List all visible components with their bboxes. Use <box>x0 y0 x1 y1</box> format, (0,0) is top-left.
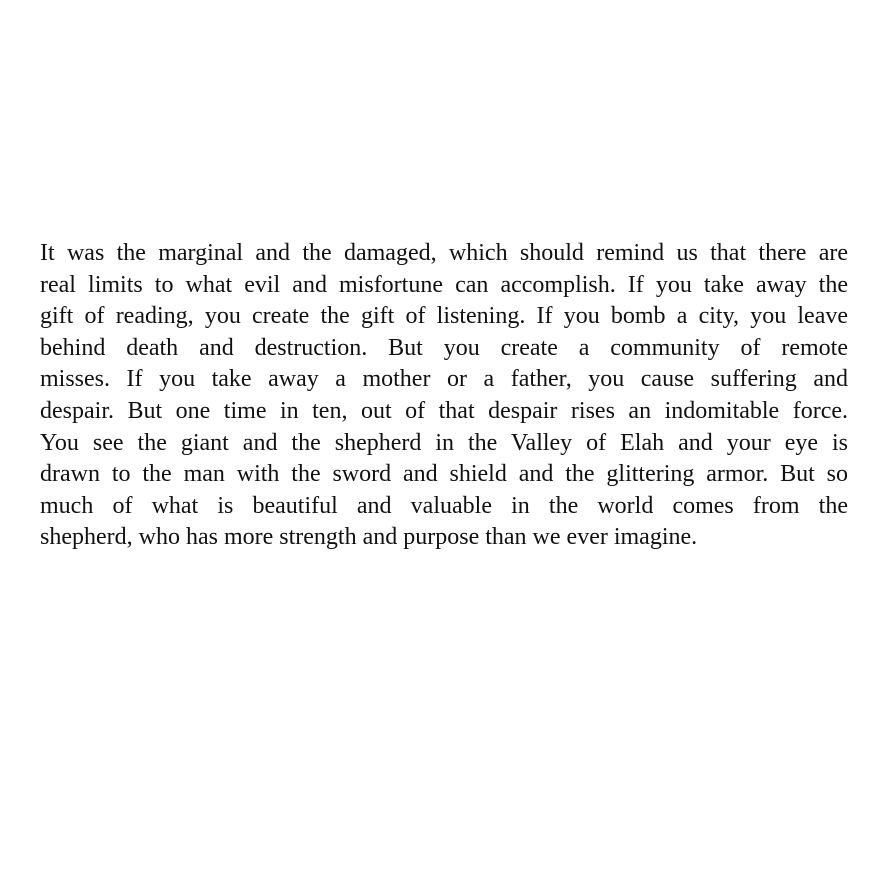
text-line-9: much of what is beautiful and valuable in the world comes from the <box>40 492 848 519</box>
text-line-2: real limits to what evil and misfortune can accomplish. If you take away the <box>40 271 848 298</box>
text-line-7: You see the giant and the shepherd in the Valley of Elah and your eye is <box>40 429 848 456</box>
text-line-1: It was the marginal and the damaged, which should remind us that there are <box>40 240 848 266</box>
text-line-8: drawn to the man with the sword and shield and the glittering armor. But so <box>40 461 848 488</box>
passage-text <box>40 238 848 554</box>
text-line-3: gift of reading, you create the gift of listening. If you bomb a city, you leave <box>40 303 848 330</box>
text-line-5: misses. If you take away a mother or a father, you cause suffering and <box>40 366 848 393</box>
text-line-6: despair. But one time in ten, out of that despair rises an indomitable force. <box>40 397 848 424</box>
text-line-10: shepherd, who has more strength and purpose than we ever imagine. <box>40 524 698 551</box>
text-line-4: behind death and destruction. But you create a community of remote <box>40 334 848 361</box>
